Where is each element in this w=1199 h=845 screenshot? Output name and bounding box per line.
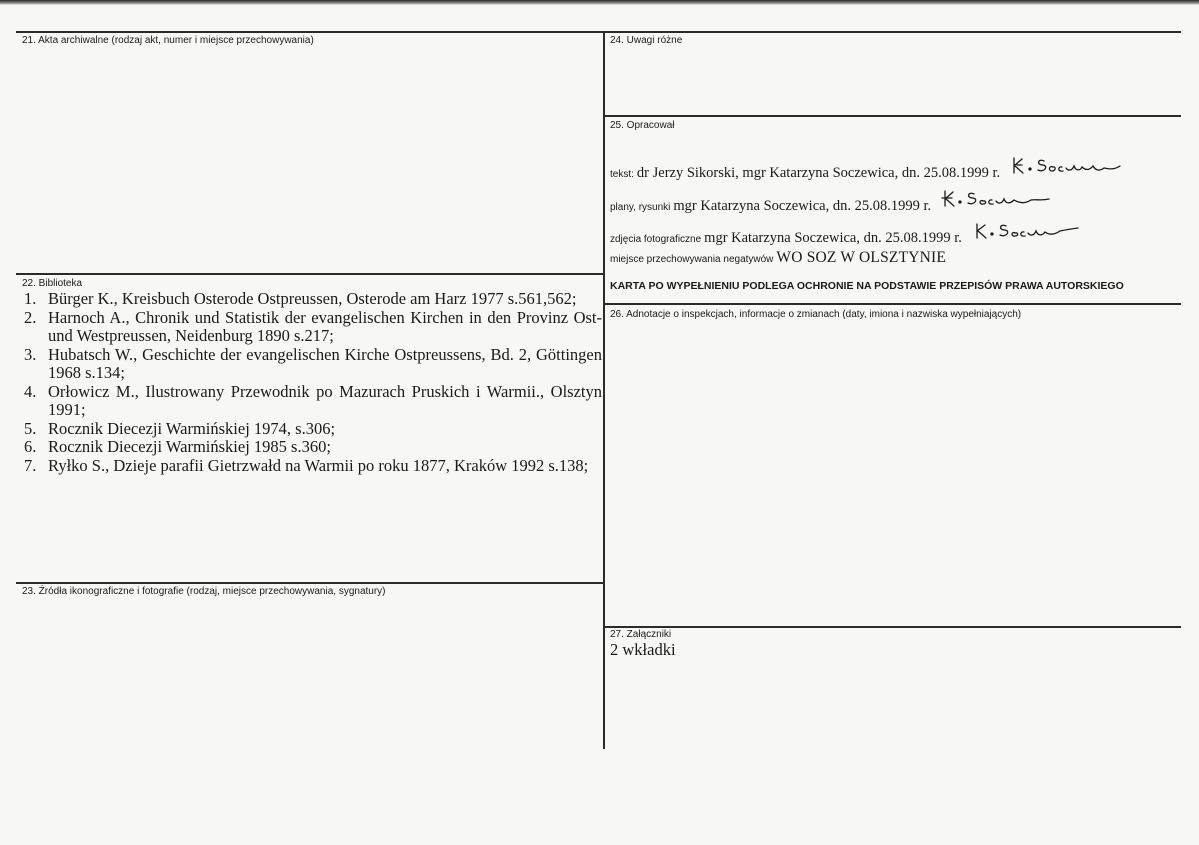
handwritten-signature xyxy=(972,220,1092,242)
section-21-label: 21. Akta archiwalne (rodzaj akt, numer i miejsce przechowywania) xyxy=(22,35,314,46)
bibliography-item: 4. Orłowicz M., Ilustrowany Przewodnik po Mazurach Pruskich i Warmii., Olsztyn 1991; xyxy=(24,381,602,419)
bibliography-list xyxy=(24,290,602,475)
section-22-label: 22. Biblioteka xyxy=(22,278,83,289)
divider-top xyxy=(16,31,1181,33)
section-25-label: 25. Opracował xyxy=(610,120,675,131)
bibliography-item-text: Rocznik Diecezji Warmińskiej 1974, s.306; xyxy=(48,418,336,438)
prepared-plans-row xyxy=(610,188,1061,215)
prepared-plans-value: mgr Katarzyna Soczewica, dn. 25.08.1999 r. xyxy=(673,198,932,214)
bibliography-item: 5. Rocznik Diecezji Warmińskiej 1974, s.306; xyxy=(24,418,336,438)
bibliography-item-text: Ryłko S., Dzieje parafii Gietrzwałd na Warmii po roku 1877, Kraków 1992 s.138; xyxy=(48,455,589,475)
prepared-text-value: dr Jerzy Sikorski, mgr Katarzyna Soczewica, dn. 25.08.1999 r. xyxy=(636,165,1001,181)
divider-22-23 xyxy=(16,582,605,584)
bibliography-item: 2. Harnoch A., Chronik und Statistik der evangelischen Kirchen in den Provinz Ost- und Westpreussen, Neidenburg 1890 s.217; xyxy=(24,307,602,345)
bibliography-item: 7. Ryłko S., Dzieje parafii Gietrzwałd na Warmii po roku 1877, Kraków 1992 s.138; xyxy=(24,455,589,475)
section-26-label: 26. Adnotacje o inspekcjach, informacje o zmianach (daty, imiona i nazwiska wypełniających) xyxy=(610,309,1022,320)
divider-26-27 xyxy=(605,626,1181,628)
attachments-value: 2 wkładki xyxy=(610,640,676,659)
prepared-photos-value: mgr Katarzyna Soczewica, dn. 25.08.1999 r. xyxy=(704,230,962,246)
divider-center xyxy=(603,31,605,749)
section-24-label: 24. Uwagi różne xyxy=(610,35,683,46)
negatives-label: miejsce przechowywania negatywów xyxy=(610,254,774,265)
section-23-label: 23. Źródła ikonograficzne i fotografie (rodzaj, miejsce przechowywania, sygnatury) xyxy=(22,586,386,597)
prepared-photos-row xyxy=(610,220,1092,247)
copyright-notice: KARTA PO WYPEŁNIENIU PODLEGA OCHRONIE NA PODSTAWIE PRZEPISÓW PRAWA AUTORSKIEGO xyxy=(610,280,1124,292)
negatives-row xyxy=(610,249,946,267)
handwritten-signature xyxy=(941,188,1061,210)
bibliography-item: 6. Rocznik Diecezji Warmińskiej 1985 s.360; xyxy=(24,437,331,456)
prepared-plans-label: plany, rysunki xyxy=(610,202,671,213)
section-27-label: 27. Załączniki xyxy=(610,629,672,640)
bibliography-item-text: Bürger K., Kreisbuch Osterode Ostpreussen, Osterode am Harz 1977 s.561,562; xyxy=(48,289,577,308)
prepared-text-label: tekst: xyxy=(610,169,634,180)
negatives-value: WO SOZ W OLSZTYNIE xyxy=(776,249,947,266)
divider-24-25 xyxy=(605,115,1181,117)
bibliography-item-text: Orłowicz M., Ilustrowany Przewodnik po Mazurach Pruskich i Warmii., Olsztyn 1991; xyxy=(48,381,602,419)
divider-25-26 xyxy=(605,303,1181,305)
bibliography-item: 1. Bürger K., Kreisbuch Osterode Ostpreussen, Osterode am Harz 1977 s.561,562; xyxy=(24,289,577,308)
bibliography-item: 3. Hubatsch W., Geschichte der evangelischen Kirche Ostpreussens, Bd. 2, Göttingen 1968 s.134; xyxy=(24,344,602,382)
bibliography-item-text: Hubatsch W., Geschichte der evangelischen Kirche Ostpreussens, Bd. 2, Göttingen 1968 s.134; xyxy=(48,344,602,382)
bibliography-item-text: Harnoch A., Chronik und Statistik der evangelischen Kirchen in den Provinz Ost- und Westpreussen, Neidenburg 1890 s.217; xyxy=(48,307,602,345)
prepared-text-row xyxy=(610,155,1130,182)
prepared-photos-label: zdjęcia fotograficzne xyxy=(610,234,702,245)
bibliography-item-text: Rocznik Diecezji Warmińskiej 1985 s.360; xyxy=(48,437,331,456)
scan-top-edge xyxy=(0,0,1199,5)
handwritten-signature xyxy=(1010,155,1130,177)
divider-21-22 xyxy=(16,273,605,275)
